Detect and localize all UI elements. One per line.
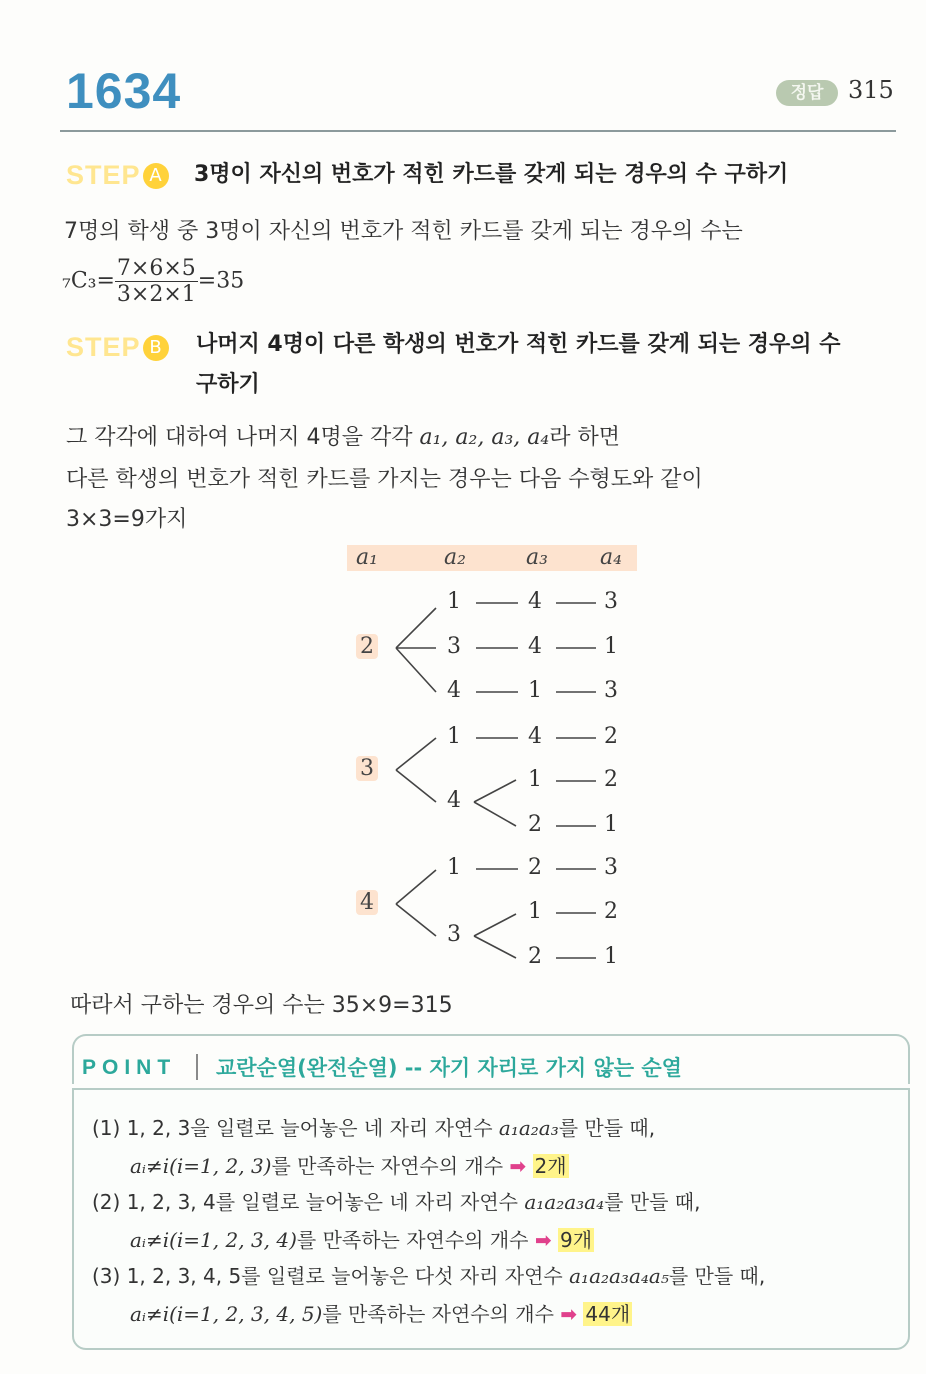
answer-badge: 정답 <box>776 80 838 106</box>
tree-node: 1 <box>604 634 618 659</box>
conclusion-text: 따라서 구하는 경우의 수는 35×9=315 <box>70 993 453 1018</box>
tree-node: 1 <box>528 767 542 792</box>
tree-root-4: 4 <box>356 890 378 915</box>
tree-node: 1 <box>604 812 618 837</box>
tree-node: 3 <box>447 922 461 947</box>
step-b-text-suffix: 라 하면 <box>549 425 620 450</box>
tree-node: 4 <box>528 634 542 659</box>
point-item-3-condition: aᵢ≠i(i=1, 2, 3, 4, 5) <box>130 1302 323 1326</box>
point-item-3-vars: a₁a₂a₃a₄a₅ <box>569 1264 669 1288</box>
right-arrow-icon: ➡ <box>534 1228 552 1252</box>
point-separator <box>196 1054 198 1080</box>
point-label: POINT <box>82 1056 177 1079</box>
tree-header-a4: a₄ <box>600 545 622 570</box>
step-b-text-prefix: 그 각각에 대하여 나머지 4명을 각각 <box>66 425 420 450</box>
point-item-2-suffix: 를 만들 때, <box>604 1190 701 1214</box>
point-item-1-line2 <box>130 1150 569 1179</box>
tree-node: 2 <box>528 812 542 837</box>
step-a-title: 3명이 자신의 번호가 적힌 카드를 갖게 되는 경우의 수 구하기 <box>194 162 789 187</box>
right-arrow-icon: ➡ <box>560 1302 578 1326</box>
tree-node: 3 <box>604 589 618 614</box>
right-arrow-icon: ➡ <box>509 1154 527 1178</box>
tree-node: 1 <box>447 855 461 880</box>
point-item-1-prefix: (1) 1, 2, 3을 일렬로 늘어놓은 네 자리 자연수 <box>92 1116 499 1140</box>
step-b-title-line1: 나머지 4명이 다른 학생의 번호가 적힌 카드를 갖게 되는 경우의 수 <box>196 332 841 357</box>
tree-node: 3 <box>604 678 618 703</box>
point-item-1-vars: a₁a₂a₃ <box>498 1116 559 1140</box>
tree-root-2: 2 <box>356 634 378 659</box>
tree-node: 3 <box>447 634 461 659</box>
point-item-2-text: 를 만족하는 자연수의 개수 <box>296 1228 529 1252</box>
step-a-label: STEP <box>66 160 141 190</box>
tree-header-a1: a₁ <box>356 545 378 570</box>
tree-node: 2 <box>604 899 618 924</box>
point-item-1-line1 <box>92 1112 655 1141</box>
formula-numerator: 7×6×5 <box>116 256 196 281</box>
step-a-text: 7명의 학생 중 3명이 자신의 번호가 적힌 카드를 갖게 되는 경우의 수는 <box>64 219 743 244</box>
point-item-3-text: 를 만족하는 자연수의 개수 <box>322 1302 554 1326</box>
point-item-2-line2 <box>130 1224 594 1253</box>
answer-page-number: 315 <box>848 76 894 104</box>
step-b-text-line3: 3×3=9가지 <box>66 507 188 532</box>
step-b-letter: B <box>143 335 169 361</box>
tree-node: 2 <box>528 944 542 969</box>
point-item-3-prefix: (3) 1, 2, 3, 4, 5를 일렬로 늘어놓은 다섯 자리 자연수 <box>92 1264 570 1288</box>
tree-node: 1 <box>447 589 461 614</box>
tree-node: 2 <box>604 724 618 749</box>
step-b-label: STEP <box>66 332 141 362</box>
point-item-2-prefix: (2) 1, 2, 3, 4를 일렬로 늘어놓은 네 자리 자연수 <box>92 1190 525 1214</box>
formula-denominator: 3×2×1 <box>116 282 196 307</box>
point-item-2-vars: a₁a₂a₃a₄ <box>524 1190 605 1214</box>
step-a-letter: A <box>143 163 169 189</box>
tree-node: 4 <box>528 724 542 749</box>
tree-node: 1 <box>604 944 618 969</box>
point-item-2-answer: 9개 <box>559 1228 593 1252</box>
tree-node: 2 <box>528 855 542 880</box>
tree-node: 4 <box>447 678 461 703</box>
tree-node: 3 <box>604 855 618 880</box>
tree-node: 2 <box>604 767 618 792</box>
point-item-3-suffix: 를 만들 때, <box>668 1264 766 1288</box>
problem-number: 1634 <box>66 63 182 119</box>
tree-root-3: 3 <box>356 756 378 781</box>
tree-header-a2: a₂ <box>444 545 466 570</box>
formula-lhs: ₇C₃= <box>62 268 115 294</box>
point-item-1-suffix: 를 만들 때, <box>558 1116 656 1140</box>
tree-node: 4 <box>528 589 542 614</box>
point-item-3-line1 <box>92 1260 765 1289</box>
step-b-title-line2: 구하기 <box>196 372 260 397</box>
point-item-2-condition: aᵢ≠i(i=1, 2, 3, 4) <box>130 1228 297 1252</box>
tree-node: 1 <box>528 678 542 703</box>
tree-header-a3: a₃ <box>526 545 548 570</box>
point-item-1-condition: aᵢ≠i(i=1, 2, 3) <box>130 1154 272 1178</box>
step-b-text-line2: 다른 학생의 번호가 적힌 카드를 가지는 경우는 다음 수형도와 같이 <box>66 467 703 492</box>
point-title: 교란순열(완전순열) -- 자기 자리로 가지 않는 순열 <box>216 1056 682 1080</box>
point-item-1-text: 를 만족하는 자연수의 개수 <box>271 1154 504 1178</box>
point-item-1-answer: 2개 <box>534 1154 567 1178</box>
point-item-2-line1 <box>92 1186 700 1215</box>
tree-node: 1 <box>528 899 542 924</box>
point-item-3-answer: 44개 <box>585 1302 631 1326</box>
tree-node: 4 <box>447 788 461 813</box>
tree-node: 1 <box>447 724 461 749</box>
formula-result: =35 <box>197 268 245 294</box>
step-b-variables: a₁, a₂, a₃, a₄ <box>419 425 550 450</box>
point-item-3-line2 <box>130 1298 632 1327</box>
